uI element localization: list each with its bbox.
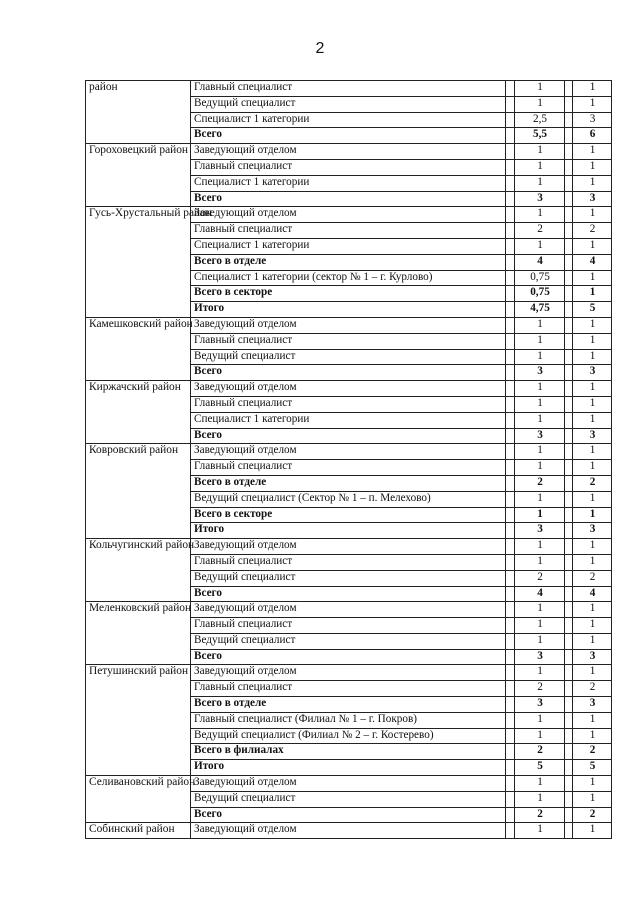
column-gap — [506, 238, 515, 254]
column-gap — [506, 681, 515, 697]
column-gap — [506, 128, 515, 144]
staff-count-cell: 3 — [573, 649, 612, 665]
staff-units-cell: 1 — [515, 349, 565, 365]
post-cell: Заведующий отделом — [191, 207, 506, 223]
staff-count-cell: 3 — [573, 112, 612, 128]
column-gap — [565, 586, 573, 602]
staff-count-cell: 1 — [573, 633, 612, 649]
post-cell: Главный специалист (Филиал № 1 – г. Покров) — [191, 712, 506, 728]
column-gap — [506, 539, 515, 555]
column-gap — [506, 365, 515, 381]
staff-count-cell: 1 — [573, 791, 612, 807]
column-gap — [565, 760, 573, 776]
column-gap — [565, 381, 573, 397]
column-gap — [506, 760, 515, 776]
column-gap — [506, 633, 515, 649]
column-gap — [565, 175, 573, 191]
district-cell: Ковровский район — [86, 444, 191, 539]
staff-units-cell: 1 — [515, 81, 565, 97]
post-cell: Главный специалист — [191, 460, 506, 476]
column-gap — [506, 618, 515, 634]
staff-units-cell: 1 — [515, 238, 565, 254]
column-gap — [565, 491, 573, 507]
column-gap — [506, 665, 515, 681]
column-gap — [565, 539, 573, 555]
column-gap — [565, 428, 573, 444]
column-gap — [565, 649, 573, 665]
staff-count-cell: 4 — [573, 254, 612, 270]
post-cell: Главный специалист — [191, 159, 506, 175]
district-cell: Камешковский район — [86, 317, 191, 380]
column-gap — [565, 112, 573, 128]
column-gap — [506, 823, 515, 839]
staff-count-cell: 2 — [573, 475, 612, 491]
district-cell: Собинский район — [86, 823, 191, 839]
staff-units-cell: 1 — [515, 728, 565, 744]
column-gap — [565, 744, 573, 760]
staff-count-cell: 2 — [573, 744, 612, 760]
post-cell: Всего в отделе — [191, 697, 506, 713]
column-gap — [506, 491, 515, 507]
staff-units-cell: 1 — [515, 554, 565, 570]
column-gap — [565, 475, 573, 491]
column-gap — [506, 428, 515, 444]
staff-count-cell: 3 — [573, 697, 612, 713]
column-gap — [506, 649, 515, 665]
staff-units-cell: 1 — [515, 175, 565, 191]
post-cell: Ведущий специалист — [191, 96, 506, 112]
staff-count-cell: 2 — [573, 570, 612, 586]
staff-count-cell: 1 — [573, 539, 612, 555]
column-gap — [565, 96, 573, 112]
staff-units-cell: 1 — [515, 823, 565, 839]
post-cell: Заведующий отделом — [191, 381, 506, 397]
post-cell: Всего — [191, 586, 506, 602]
table-row — [86, 539, 612, 555]
column-gap — [506, 602, 515, 618]
post-cell: Ведущий специалист — [191, 570, 506, 586]
column-gap — [565, 317, 573, 333]
column-gap — [506, 697, 515, 713]
table-row — [86, 665, 612, 681]
staff-units-cell: 0,75 — [515, 270, 565, 286]
staff-units-cell: 1 — [515, 633, 565, 649]
table-row — [86, 776, 612, 792]
staff-units-cell: 2 — [515, 475, 565, 491]
column-gap — [506, 554, 515, 570]
staff-count-cell: 1 — [573, 238, 612, 254]
staff-units-cell: 1 — [515, 602, 565, 618]
staff-units-cell: 2 — [515, 570, 565, 586]
post-cell: Всего — [191, 191, 506, 207]
post-cell: Главный специалист — [191, 81, 506, 97]
staff-count-cell: 3 — [573, 428, 612, 444]
post-cell: Главный специалист — [191, 618, 506, 634]
staff-count-cell: 2 — [573, 681, 612, 697]
column-gap — [506, 81, 515, 97]
column-gap — [565, 570, 573, 586]
column-gap — [506, 317, 515, 333]
table-row — [86, 144, 612, 160]
column-gap — [565, 159, 573, 175]
column-gap — [506, 570, 515, 586]
staff-count-cell: 1 — [573, 349, 612, 365]
post-cell: Всего — [191, 428, 506, 444]
column-gap — [565, 81, 573, 97]
staff-units-cell: 3 — [515, 191, 565, 207]
column-gap — [565, 254, 573, 270]
staff-count-cell: 1 — [573, 96, 612, 112]
column-gap — [565, 507, 573, 523]
column-gap — [506, 412, 515, 428]
column-gap — [565, 396, 573, 412]
post-cell: Ведущий специалист — [191, 791, 506, 807]
column-gap — [565, 791, 573, 807]
column-gap — [565, 523, 573, 539]
staff-count-cell: 1 — [573, 381, 612, 397]
post-cell: Специалист 1 категории (сектор № 1 – г. Курлово) — [191, 270, 506, 286]
column-gap — [565, 365, 573, 381]
staff-count-cell: 1 — [573, 823, 612, 839]
post-cell: Всего — [191, 128, 506, 144]
district-cell: Меленковский район — [86, 602, 191, 665]
staff-units-cell: 2 — [515, 807, 565, 823]
staff-units-cell: 1 — [515, 144, 565, 160]
staff-count-cell: 1 — [573, 507, 612, 523]
column-gap — [565, 807, 573, 823]
staff-units-cell: 3 — [515, 523, 565, 539]
staff-units-cell: 0,75 — [515, 286, 565, 302]
post-cell: Заведующий отделом — [191, 665, 506, 681]
column-gap — [506, 807, 515, 823]
column-gap — [565, 412, 573, 428]
column-gap — [565, 712, 573, 728]
staff-count-cell: 2 — [573, 807, 612, 823]
staff-units-cell: 5,5 — [515, 128, 565, 144]
post-cell: Заведующий отделом — [191, 776, 506, 792]
column-gap — [565, 302, 573, 318]
district-cell: Гусь-Хрустальный район — [86, 207, 191, 318]
post-cell: Всего в секторе — [191, 286, 506, 302]
column-gap — [506, 159, 515, 175]
column-gap — [565, 633, 573, 649]
staff-units-cell: 1 — [515, 381, 565, 397]
post-cell: Главный специалист — [191, 554, 506, 570]
staff-count-cell: 3 — [573, 191, 612, 207]
staff-count-cell: 1 — [573, 554, 612, 570]
staff-units-cell: 1 — [515, 491, 565, 507]
district-cell: Петушинский район — [86, 665, 191, 776]
staff-units-cell: 1 — [515, 539, 565, 555]
staff-units-cell: 4 — [515, 586, 565, 602]
column-gap — [506, 223, 515, 239]
table-row — [86, 207, 612, 223]
staffing-table — [85, 80, 612, 839]
column-gap — [565, 823, 573, 839]
staff-units-cell: 4,75 — [515, 302, 565, 318]
post-cell: Заведующий отделом — [191, 539, 506, 555]
column-gap — [506, 475, 515, 491]
column-gap — [506, 460, 515, 476]
staff-units-cell: 2 — [515, 681, 565, 697]
post-cell: Итого — [191, 302, 506, 318]
staff-units-cell: 1 — [515, 333, 565, 349]
post-cell: Заведующий отделом — [191, 444, 506, 460]
staff-count-cell: 1 — [573, 776, 612, 792]
staff-count-cell: 1 — [573, 333, 612, 349]
staff-count-cell: 5 — [573, 760, 612, 776]
column-gap — [506, 302, 515, 318]
staff-units-cell: 4 — [515, 254, 565, 270]
column-gap — [506, 523, 515, 539]
column-gap — [565, 286, 573, 302]
column-gap — [506, 349, 515, 365]
staff-units-cell: 1 — [515, 412, 565, 428]
staff-units-cell: 1 — [515, 159, 565, 175]
column-gap — [506, 396, 515, 412]
district-cell: Гороховецкий район — [86, 144, 191, 207]
post-cell: Всего в отделе — [191, 254, 506, 270]
staff-count-cell: 3 — [573, 523, 612, 539]
post-cell: Всего в секторе — [191, 507, 506, 523]
column-gap — [565, 554, 573, 570]
column-gap — [565, 270, 573, 286]
post-cell: Специалист 1 категории — [191, 238, 506, 254]
column-gap — [506, 791, 515, 807]
staff-count-cell: 1 — [573, 460, 612, 476]
post-cell: Главный специалист — [191, 681, 506, 697]
column-gap — [506, 270, 515, 286]
staff-units-cell: 1 — [515, 507, 565, 523]
staff-count-cell: 1 — [573, 159, 612, 175]
column-gap — [506, 586, 515, 602]
post-cell: Специалист 1 категории — [191, 112, 506, 128]
column-gap — [565, 602, 573, 618]
staff-count-cell: 1 — [573, 665, 612, 681]
staff-units-cell: 1 — [515, 665, 565, 681]
staff-count-cell: 1 — [573, 444, 612, 460]
staff-units-cell: 3 — [515, 649, 565, 665]
staff-units-cell: 1 — [515, 317, 565, 333]
staff-units-cell: 2,5 — [515, 112, 565, 128]
post-cell: Заведующий отделом — [191, 602, 506, 618]
staff-count-cell: 1 — [573, 175, 612, 191]
staff-count-cell: 1 — [573, 144, 612, 160]
column-gap — [506, 381, 515, 397]
post-cell: Всего в филиалах — [191, 744, 506, 760]
staff-units-cell: 1 — [515, 776, 565, 792]
staff-count-cell: 1 — [573, 317, 612, 333]
post-cell: Итого — [191, 760, 506, 776]
district-cell: Кольчугинский район — [86, 539, 191, 602]
post-cell: Ведущий специалист — [191, 349, 506, 365]
column-gap — [565, 697, 573, 713]
column-gap — [565, 618, 573, 634]
post-cell: Ведущий специалист (Филиал № 2 – г. Костерево) — [191, 728, 506, 744]
staff-count-cell: 1 — [573, 728, 612, 744]
post-cell: Итого — [191, 523, 506, 539]
post-cell: Ведущий специалист — [191, 633, 506, 649]
column-gap — [565, 144, 573, 160]
column-gap — [506, 175, 515, 191]
column-gap — [565, 191, 573, 207]
staff-count-cell: 1 — [573, 618, 612, 634]
column-gap — [506, 444, 515, 460]
staff-count-cell: 1 — [573, 491, 612, 507]
staff-units-cell: 2 — [515, 223, 565, 239]
post-cell: Всего — [191, 807, 506, 823]
column-gap — [506, 254, 515, 270]
table-row — [86, 381, 612, 397]
post-cell: Ведущий специалист (Сектор № 1 – п. Мелехово) — [191, 491, 506, 507]
table-row — [86, 317, 612, 333]
post-cell: Заведующий отделом — [191, 317, 506, 333]
staff-count-cell: 6 — [573, 128, 612, 144]
column-gap — [506, 744, 515, 760]
staff-units-cell: 1 — [515, 618, 565, 634]
post-cell: Всего — [191, 649, 506, 665]
post-cell: Специалист 1 категории — [191, 412, 506, 428]
staff-units-cell: 2 — [515, 744, 565, 760]
column-gap — [506, 144, 515, 160]
column-gap — [565, 776, 573, 792]
column-gap — [565, 460, 573, 476]
post-cell: Всего в отделе — [191, 475, 506, 491]
column-gap — [565, 207, 573, 223]
staff-count-cell: 4 — [573, 586, 612, 602]
staff-units-cell: 3 — [515, 697, 565, 713]
staff-units-cell: 1 — [515, 396, 565, 412]
post-cell: Заведующий отделом — [191, 823, 506, 839]
staff-count-cell: 1 — [573, 207, 612, 223]
staff-units-cell: 1 — [515, 712, 565, 728]
table-row — [86, 444, 612, 460]
column-gap — [506, 728, 515, 744]
staff-count-cell: 1 — [573, 412, 612, 428]
staff-units-cell: 1 — [515, 791, 565, 807]
column-gap — [506, 207, 515, 223]
district-cell: Киржачский район — [86, 381, 191, 444]
staff-count-cell: 2 — [573, 223, 612, 239]
column-gap — [565, 333, 573, 349]
table-row — [86, 81, 612, 97]
staff-count-cell: 1 — [573, 602, 612, 618]
staff-count-cell: 1 — [573, 81, 612, 97]
staff-count-cell: 1 — [573, 712, 612, 728]
staff-units-cell: 5 — [515, 760, 565, 776]
column-gap — [565, 238, 573, 254]
column-gap — [506, 191, 515, 207]
column-gap — [565, 349, 573, 365]
column-gap — [506, 112, 515, 128]
staff-count-cell: 1 — [573, 286, 612, 302]
column-gap — [565, 665, 573, 681]
staff-units-cell: 1 — [515, 460, 565, 476]
column-gap — [506, 776, 515, 792]
staff-units-cell: 1 — [515, 207, 565, 223]
table-row — [86, 823, 612, 839]
page-number: 2 — [315, 40, 325, 57]
post-cell: Всего — [191, 365, 506, 381]
post-cell: Главный специалист — [191, 223, 506, 239]
column-gap — [565, 728, 573, 744]
staff-count-cell: 1 — [573, 270, 612, 286]
column-gap — [506, 96, 515, 112]
column-gap — [565, 444, 573, 460]
column-gap — [506, 712, 515, 728]
post-cell: Главный специалист — [191, 333, 506, 349]
column-gap — [565, 223, 573, 239]
district-cell: Селивановский район — [86, 776, 191, 823]
column-gap — [565, 681, 573, 697]
column-gap — [506, 286, 515, 302]
post-cell: Главный специалист — [191, 396, 506, 412]
staff-units-cell: 3 — [515, 428, 565, 444]
post-cell: Заведующий отделом — [191, 144, 506, 160]
staff-count-cell: 5 — [573, 302, 612, 318]
column-gap — [506, 507, 515, 523]
post-cell: Специалист 1 категории — [191, 175, 506, 191]
staff-units-cell: 1 — [515, 96, 565, 112]
district-cell: район — [86, 81, 191, 144]
column-gap — [565, 128, 573, 144]
staff-count-cell: 3 — [573, 365, 612, 381]
column-gap — [506, 333, 515, 349]
staffing-table-body — [86, 81, 612, 839]
table-row — [86, 602, 612, 618]
staff-count-cell: 1 — [573, 396, 612, 412]
staff-units-cell: 3 — [515, 365, 565, 381]
staff-units-cell: 1 — [515, 444, 565, 460]
